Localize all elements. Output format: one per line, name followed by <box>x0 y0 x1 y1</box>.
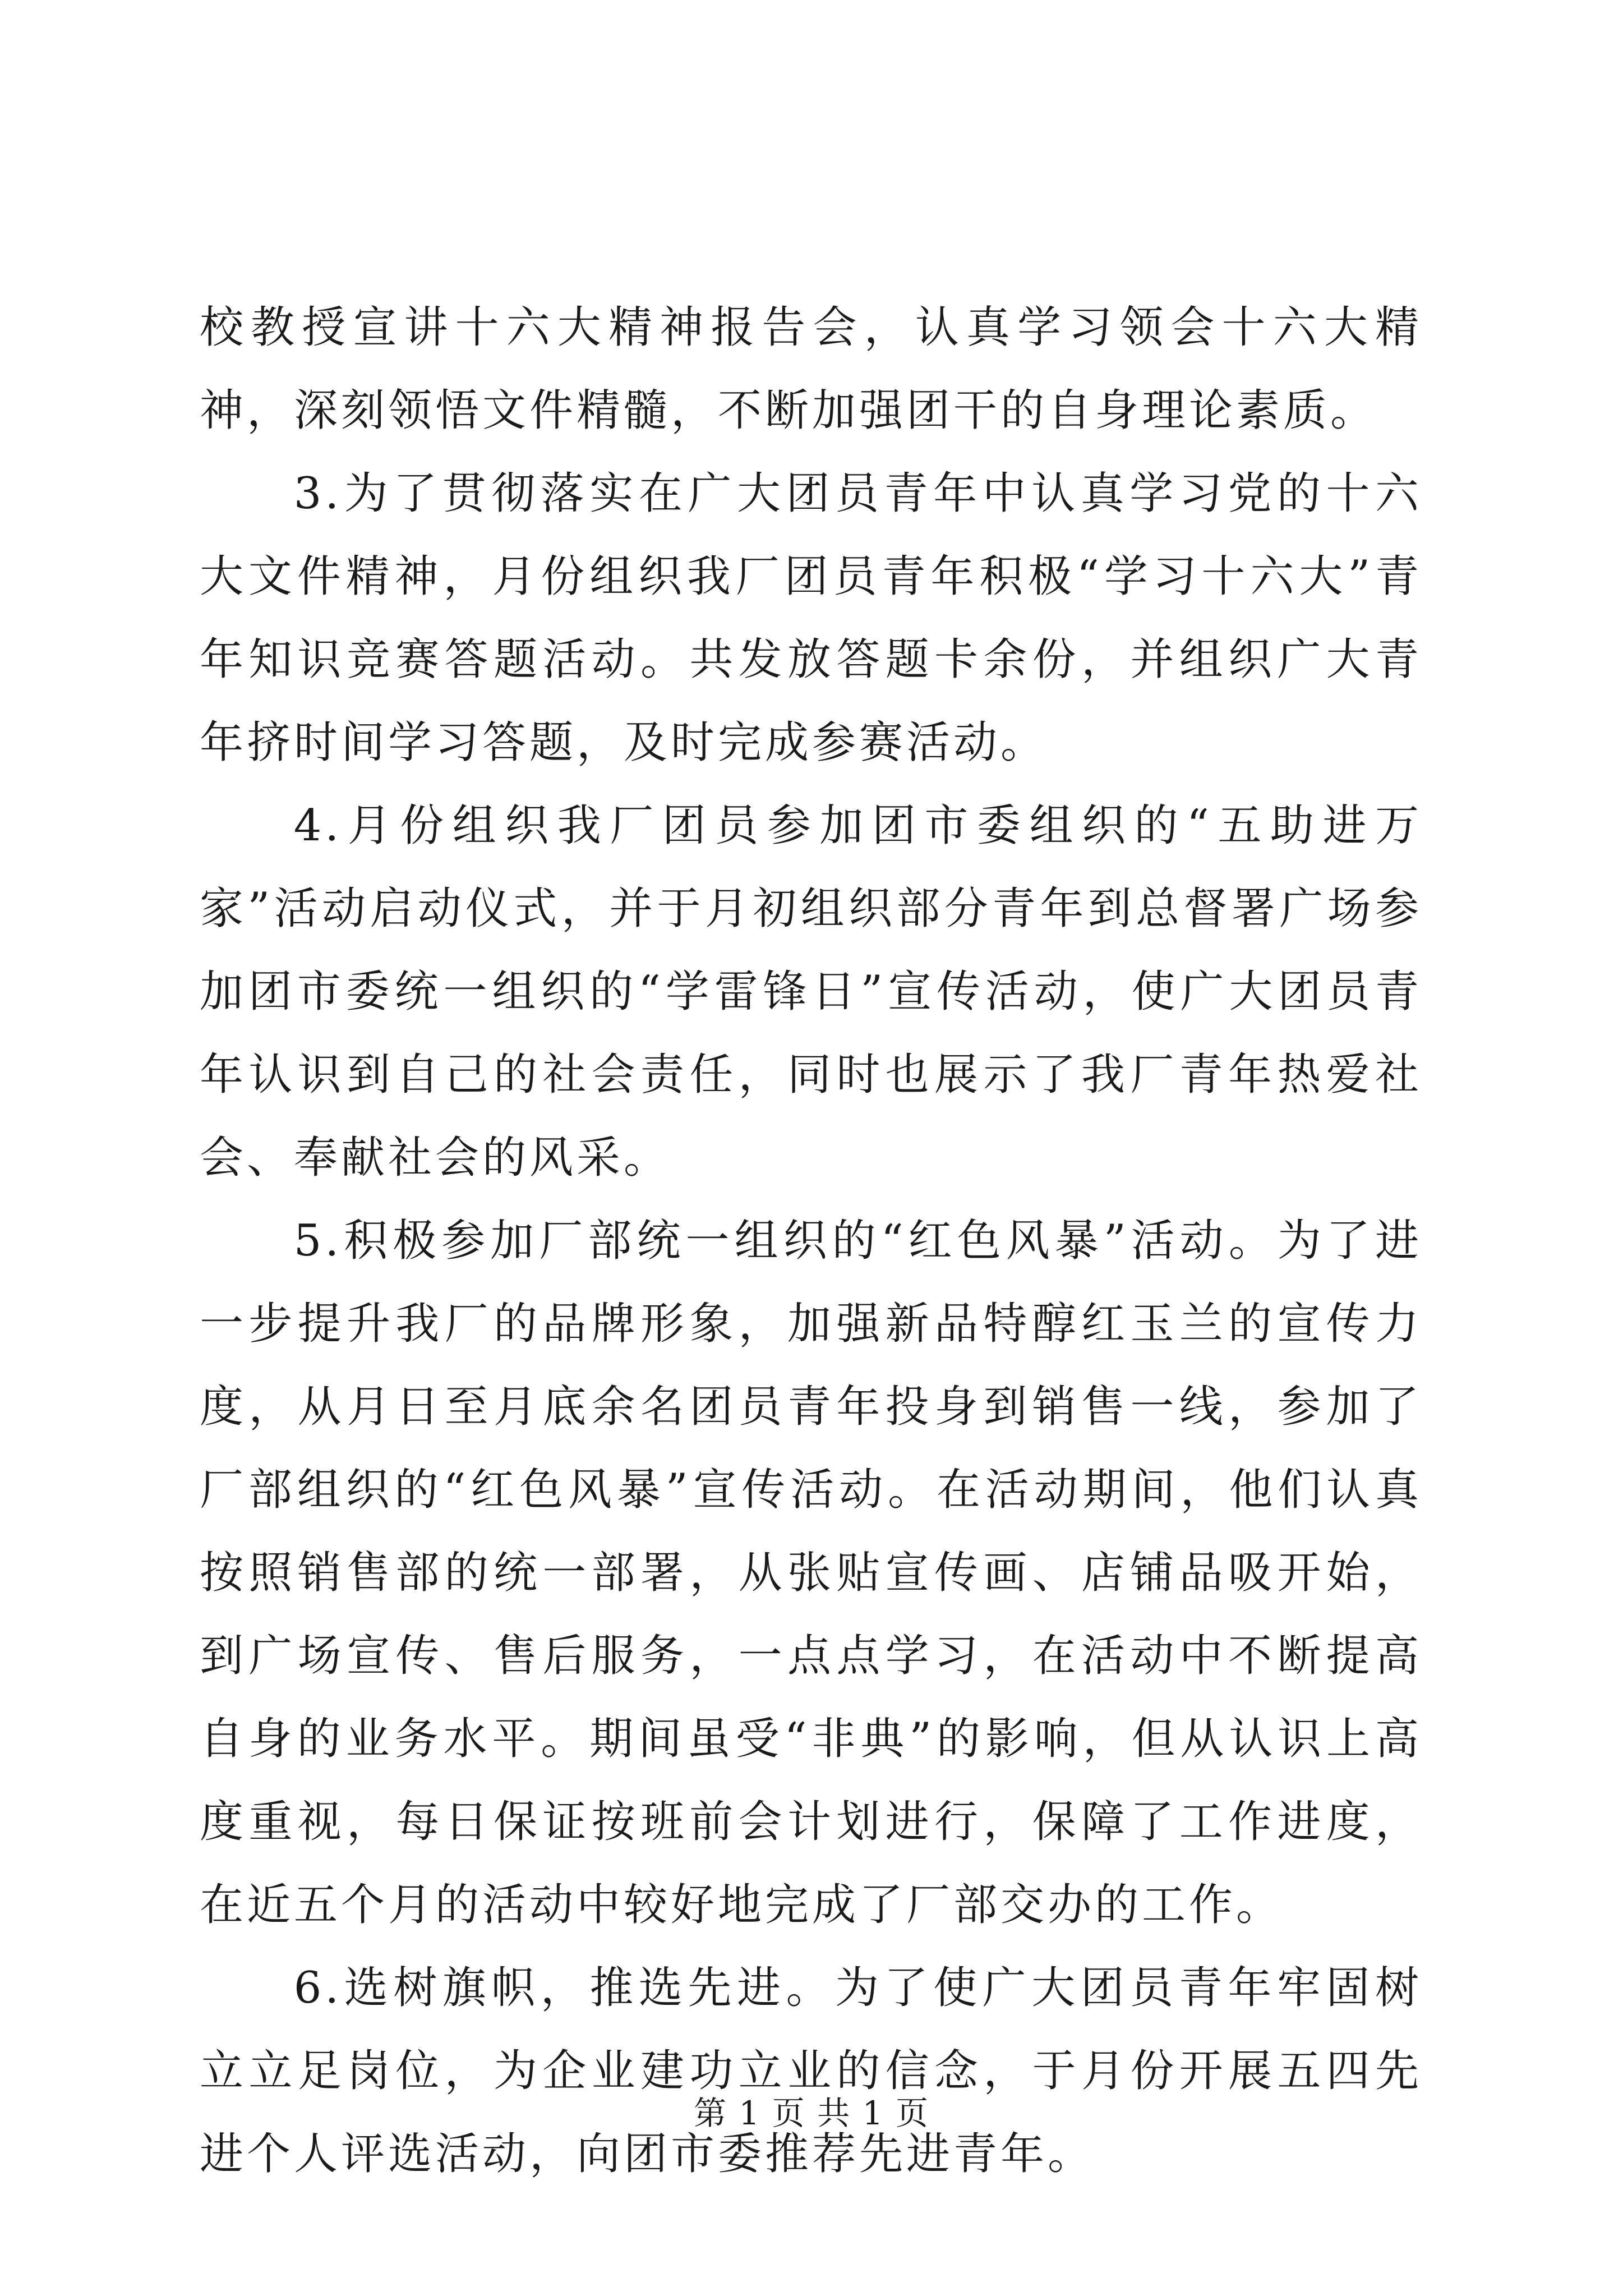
paragraph-continued: 校教授宣讲十六大精神报告会，认真学习领会十六大精神，深刻领悟文件精髓，不断加强团干的自身理论素质。 <box>200 302 1422 436</box>
paragraph-item-4: 4.月份组织我厂团员参加团市委组织的“五助进万家”活动启动仪式，并于月初组织部分青年到总督署广场参加团市委统一组织的“学雷锋日”宣传活动，使广大团员青年认识到自己的社会责任，同时也展示了我厂青年热爱社会、奉献社会的风采。 <box>200 800 1422 1183</box>
paragraph-item-3: 3.为了贯彻落实在广大团员青年中认真学习党的十六大文件精神，月份组织我厂团员青年积极“学习十六大”青年知识竞赛答题活动。共发放答题卡余份，并组织广大青年挤时间学习答题，及时完成参赛活动。 <box>200 468 1422 768</box>
paragraph-item-5: 5.积极参加厂部统一组织的“红色风暴”活动。为了进一步提升我厂的品牌形象，加强新品特醇红玉兰的宣传力度，从月日至月底余名团员青年投身到销售一线，参加了厂部组织的“红色风暴”宣传活动。在活动期间，他们认真按照销售部的统一部署，从张贴宣传画、店铺品吸开始，到广场宣传、售后服务，一点点学习，在活动中不断提高自身的业务水平。期间虽受“非典”的影响，但从认识上高度重视，每日保证按班前会计划进行，保障了工作进度，在近五个月的活动中较好地完成了厂部交办的工作。 <box>200 1216 1422 1930</box>
paragraph-item-6: 6.选树旗帜，推选先进。为了使广大团员青年牢固树立立足岗位，为企业建功立业的信念，于月份开展五四先进个人评选活动，向团市委推荐先进青年。 <box>200 1963 1422 2179</box>
page-footer: 第 1 页 共 1 页 <box>694 2094 929 2132</box>
document-body <box>200 286 1422 2196</box>
